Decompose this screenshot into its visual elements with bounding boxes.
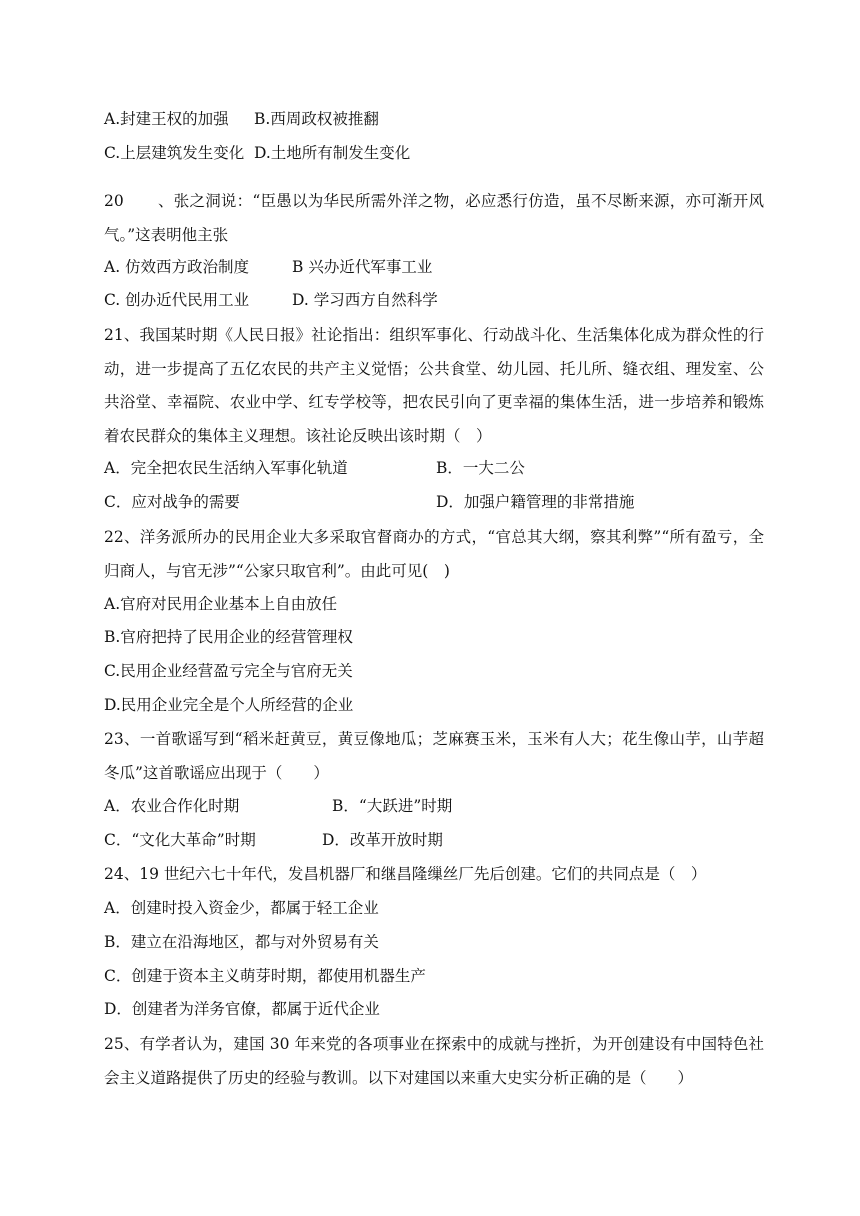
q23-option-a: A．农业合作化时期	[104, 797, 240, 815]
q23-option-c: C．“文化大革命”时期	[104, 831, 256, 849]
q22-option-a: A.官府对民用企业基本上自由放任	[104, 595, 338, 613]
q24-option-b: B．建立在沿海地区，都与对外贸易有关	[104, 933, 379, 951]
q21-option-a: A．完全把农民生活纳入军事化轨道	[104, 459, 348, 477]
q22-option-c: C.民用企业经营盈亏完全与官府无关	[104, 662, 353, 680]
q22-option-b: B.官府把持了民用企业的经营管理权	[104, 628, 353, 646]
q21-option-b: B．一大二公	[436, 459, 525, 477]
q21-stem: 21、我国某时期《人民日报》社论指出：组织军事化、行动战斗化、生活集体化成为群众性的行动，进一步提高了五亿农民的共产主义觉悟；公共食堂、幼儿园、托儿所、缝衣组、理发室、公共浴堂、幸福院、农业中学、红专学校等，把农民引向了更幸福的集体生活，进一步培养和锻炼着农民群众的集体主义理想。该社论反映出该时期（ ）	[104, 326, 764, 445]
q24-option-c: C．创建于资本主义萌芽时期，都使用机器生产	[104, 967, 426, 985]
q20-stem	[104, 185, 764, 252]
q24-stem: 24、19 世纪六七十年代，发昌机器厂和继昌隆缫丝厂先后创建。它们的共同点是（ ）	[104, 865, 707, 883]
q25-stem: 25、有学者认为，建国 30 年来党的各项事业在探索中的成就与挫折，为开创建设有中国特色社会主义道路提供了历史的经验与教训。以下对建国以来重大史实分析正确的是（ ）	[104, 1035, 764, 1087]
q20-option-c: C. 创办近代民用工业	[104, 291, 250, 309]
q19-option-c: C.上层建筑发生变化	[104, 144, 245, 162]
q21-option-d: D．加强户籍管理的非常措施	[436, 493, 635, 511]
q23-option-b: B．“大跃进”时期	[332, 797, 453, 815]
q19-option-d: D.土地所有制发生变化	[254, 144, 411, 162]
q20-number: 20	[104, 192, 124, 210]
q19-option-b: B.西周政权被推翻	[254, 110, 379, 128]
q22-option-d: D.民用企业完全是个人所经营的企业	[104, 696, 354, 714]
q20-option-d: D. 学习西方自然科学	[292, 291, 438, 309]
q20-option-b: B 兴办近代军事工业	[292, 258, 433, 276]
q24-option-d: D．创建者为洋务官僚，都属于近代企业	[104, 1000, 380, 1018]
q22-stem: 22、洋务派所办的民用企业大多采取官督商办的方式，“官总其大纲，察其利弊”“所有盈亏，全归商人，与官无涉”“公家只取官利”。由此可见( )	[104, 528, 764, 580]
q21-option-c: C．应对战争的需要	[104, 493, 240, 511]
q19-option-a: A.封建王权的加强	[104, 110, 229, 128]
q23-option-d: D．改革开放时期	[322, 831, 443, 849]
q24-option-a: A．创建时投入资金少，都属于轻工企业	[104, 899, 379, 917]
q20-stem-text: 、张之洞说：“臣愚以为华民所需外洋之物，必应悉行仿造，虽不尽断来源，亦可渐开风气。”这表明他主张	[104, 192, 764, 244]
q23-stem: 23、一首歌谣写到“稻米赶黄豆，黄豆像地瓜；芝麻赛玉米，玉米有人大；花生像山芋，山芋超冬瓜”这首歌谣应出现于（ ）	[104, 730, 764, 782]
q20-option-a: A. 仿效西方政治制度	[104, 258, 250, 276]
